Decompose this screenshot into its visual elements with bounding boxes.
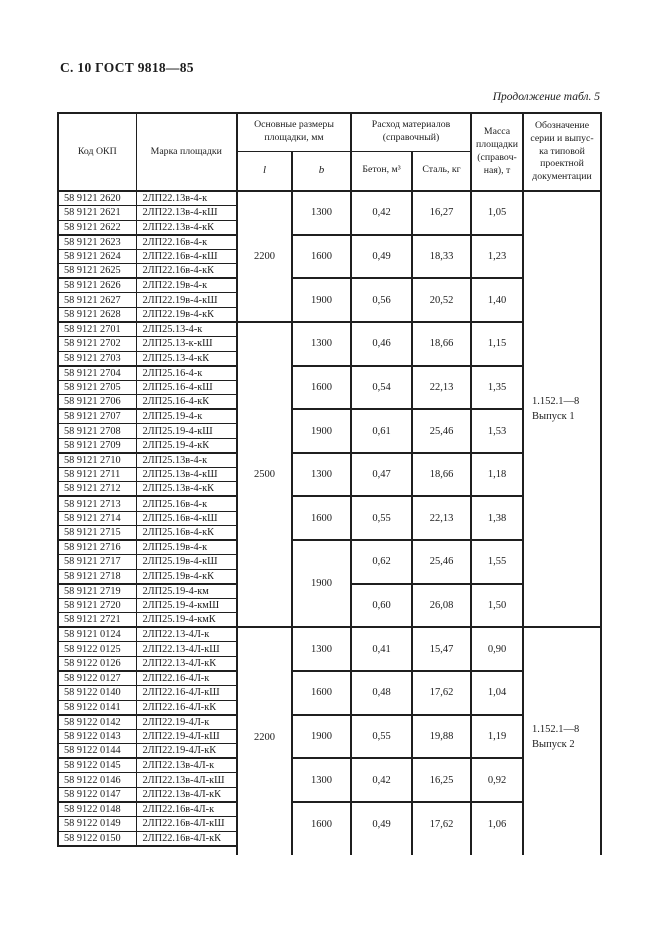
okp-code-cell: 58 9121 2715 [58,526,136,541]
marka-cell: 2ЛП25.13-4-к [136,322,237,337]
continuation-rule [412,846,471,855]
okp-code-cell: 58 9122 0141 [58,700,136,715]
marka-cell: 2ЛП25.16в-4-кШ [136,511,237,526]
marka-cell: 2ЛП22.19-4Л-к [136,715,237,730]
okp-code-cell: 58 9121 2621 [58,206,136,221]
okp-code-cell: 58 9121 2710 [58,453,136,468]
okp-code-cell: 58 9121 2709 [58,438,136,453]
header-series: Обозначение серии и выпус- ка типовой проектной документации [523,113,601,191]
width-cell: 1900 [292,715,351,759]
series-cell [523,627,601,845]
width-cell: 1600 [292,235,351,279]
table-row [58,627,601,642]
okp-code-cell: 58 9121 2708 [58,424,136,439]
okp-code-cell: 58 9121 2701 [58,322,136,337]
okp-code-cell: 58 9122 0146 [58,773,136,788]
series-number: 1.152.1—8 [532,395,580,407]
okp-code-cell: 58 9122 0125 [58,642,136,657]
okp-code-cell: 58 9122 0145 [58,758,136,773]
page-title: С. 10 ГОСТ 9818—85 [60,60,194,75]
okp-code-cell: 58 9122 0150 [58,831,136,846]
marka-cell: 2ЛП22.16в-4Л-кК [136,831,237,846]
mass-cell: 0,92 [471,758,523,802]
marka-cell: 2ЛП25.19в-4-кК [136,569,237,584]
series-issue: Выпуск 2 [532,739,575,750]
table-row [58,235,601,250]
okp-code-cell: 58 9122 0127 [58,671,136,686]
table-row [58,191,601,206]
marka-cell: 2ЛП25.13в-4-к [136,453,237,468]
mass-cell: 1,35 [471,366,523,410]
marka-cell: 2ЛП22.19в-4-кК [136,307,237,322]
width-cell: 1300 [292,322,351,366]
length-cell: 2200 [237,191,292,322]
marka-cell: 2ЛП22.13в-4-к [136,191,237,206]
marka-cell: 2ЛП22.16в-4-кШ [136,249,237,264]
length-cell: 2200 [237,627,292,845]
okp-code-cell: 58 9121 2628 [58,307,136,322]
mass-cell: 0,90 [471,627,523,671]
okp-code-cell: 58 9121 2718 [58,569,136,584]
okp-code-cell: 58 9121 2717 [58,555,136,570]
okp-code-cell: 58 9122 0140 [58,686,136,701]
width-cell: 1600 [292,671,351,715]
table-row [58,540,601,555]
okp-code-cell: 58 9122 0142 [58,715,136,730]
beton-cell: 0,62 [351,540,412,584]
width-cell: 1900 [292,540,351,627]
table-row [58,322,601,337]
marka-cell: 2ЛП25.19-4-кК [136,438,237,453]
beton-cell: 0,42 [351,191,412,235]
marka-cell: 2ЛП22.16в-4Л-кШ [136,817,237,832]
beton-cell: 0,60 [351,584,412,628]
marka-cell: 2ЛП22.13в-4Л-кШ [136,773,237,788]
continuation-rule [351,846,412,855]
okp-code-cell: 58 9121 2622 [58,220,136,235]
marka-cell: 2ЛП22.13-4Л-кК [136,657,237,672]
steel-cell: 18,33 [412,235,471,279]
width-cell: 1600 [292,366,351,410]
marka-cell: 2ЛП25.19в-4-к [136,540,237,555]
okp-code-cell: 58 9121 2705 [58,380,136,395]
table-row [58,409,601,424]
steel-cell: 18,66 [412,453,471,497]
beton-cell: 0,47 [351,453,412,497]
steel-cell: 25,46 [412,409,471,453]
steel-cell: 20,52 [412,278,471,322]
mass-cell: 1,15 [471,322,523,366]
width-cell: 1900 [292,278,351,322]
header-materials: Расход материалов (справочный) [351,113,471,151]
table-body [58,191,601,855]
beton-cell: 0,61 [351,409,412,453]
header-marka: Марка площадки [136,113,237,191]
okp-code-cell: 58 9121 2719 [58,584,136,599]
okp-code-cell: 58 9121 2714 [58,511,136,526]
marka-cell: 2ЛП25.16-4-к [136,366,237,381]
okp-code-cell: 58 9121 2623 [58,235,136,250]
series-issue: Выпуск 1 [532,411,575,423]
marka-cell: 2ЛП25.19-4-кмК [136,613,237,628]
marka-cell: 2ЛП25.13в-4-кШ [136,467,237,482]
marka-cell: 2ЛП22.13в-4Л-кК [136,787,237,802]
marka-cell: 2ЛП22.13в-4-кК [136,220,237,235]
series-cell [523,191,601,627]
beton-cell: 0,55 [351,496,412,540]
okp-code-cell: 58 9121 2720 [58,598,136,613]
width-cell: 1300 [292,191,351,235]
beton-cell: 0,49 [351,802,412,846]
table-row [58,758,601,773]
mass-cell: 1,40 [471,278,523,322]
marka-cell: 2ЛП25.13в-4-кК [136,482,237,497]
table-row [58,715,601,730]
marka-cell: 2ЛП22.13-4Л-к [136,627,237,642]
beton-cell: 0,48 [351,671,412,715]
okp-code-cell: 58 9121 2625 [58,264,136,279]
marka-cell: 2ЛП25.16-4-кК [136,395,237,410]
continuation-rule [292,846,351,855]
continuation-gap [58,846,237,855]
marka-cell: 2ЛП25.19-4-к [136,409,237,424]
mass-cell: 1,53 [471,409,523,453]
width-cell: 1600 [292,496,351,540]
marka-cell: 2ЛП22.16в-4-кК [136,264,237,279]
marka-cell: 2ЛП22.16-4Л-кШ [136,686,237,701]
marka-cell: 2ЛП22.13-4Л-кШ [136,642,237,657]
okp-code-cell: 58 9121 2620 [58,191,136,206]
okp-code-cell: 58 9121 2624 [58,249,136,264]
okp-code-cell: 58 9122 0147 [58,787,136,802]
okp-code-cell: 58 9121 2712 [58,482,136,497]
marka-cell: 2ЛП25.16в-4-кК [136,526,237,541]
marka-cell: 2ЛП22.19-4Л-кК [136,744,237,759]
mass-cell: 1,18 [471,453,523,497]
okp-code-cell: 58 9121 2706 [58,395,136,410]
series-number: 1.152.1—8 [532,723,580,735]
marka-cell: 2ЛП25.19-4-кШ [136,424,237,439]
okp-code-cell: 58 9121 2704 [58,366,136,381]
marka-cell: 2ЛП22.19в-4-к [136,278,237,293]
header-steel: Сталь, кг [412,151,471,191]
okp-code-cell: 58 9121 2627 [58,293,136,308]
mass-cell: 1,55 [471,540,523,584]
width-cell: 1300 [292,758,351,802]
okp-code-cell: 58 9122 0126 [58,657,136,672]
continuation-rule [471,846,523,855]
okp-code-cell: 58 9121 2713 [58,496,136,511]
width-cell: 1900 [292,409,351,453]
length-cell: 2500 [237,322,292,627]
beton-cell: 0,41 [351,627,412,671]
steel-cell: 17,62 [412,671,471,715]
marka-cell: 2ЛП25.16-4-кШ [136,380,237,395]
table-row [58,453,601,468]
mass-cell: 1,50 [471,584,523,628]
marka-cell: 2ЛП22.16в-4Л-к [136,802,237,817]
marka-cell: 2ЛП22.19в-4-кШ [136,293,237,308]
okp-code-cell: 58 9121 2716 [58,540,136,555]
table-row [58,278,601,293]
beton-cell: 0,54 [351,366,412,410]
steel-cell: 22,13 [412,496,471,540]
steel-cell: 16,27 [412,191,471,235]
okp-code-cell: 58 9121 0124 [58,627,136,642]
marka-cell: 2ЛП22.13в-4-кШ [136,206,237,221]
marka-cell: 2ЛП22.19-4Л-кШ [136,729,237,744]
steel-cell: 19,88 [412,715,471,759]
table-row [58,671,601,686]
header-okp-code: Код ОКП [58,113,136,191]
continuation-rule [523,846,601,855]
header-length: l [237,151,292,191]
mass-cell: 1,19 [471,715,523,759]
mass-cell: 1,23 [471,235,523,279]
steel-cell: 25,46 [412,540,471,584]
mass-cell: 1,04 [471,671,523,715]
marka-cell: 2ЛП22.16-4Л-кК [136,700,237,715]
marka-cell: 2ЛП25.16в-4-к [136,496,237,511]
beton-cell: 0,56 [351,278,412,322]
width-cell: 1300 [292,627,351,671]
marka-cell: 2ЛП22.16в-4-к [136,235,237,250]
table-caption: Продолжение табл. 5 [492,91,600,103]
marka-cell: 2ЛП22.16-4Л-к [136,671,237,686]
continuation-rule [237,846,292,855]
marka-cell: 2ЛП25.13-к-кШ [136,336,237,351]
mass-cell: 1,06 [471,802,523,846]
okp-code-cell: 58 9122 0144 [58,744,136,759]
okp-code-cell: 58 9121 2707 [58,409,136,424]
beton-cell: 0,55 [351,715,412,759]
steel-cell: 18,66 [412,322,471,366]
okp-code-cell: 58 9121 2711 [58,467,136,482]
marka-cell: 2ЛП22.13в-4Л-к [136,758,237,773]
steel-cell: 22,13 [412,366,471,410]
beton-cell: 0,46 [351,322,412,366]
gost-table [57,112,602,855]
width-cell: 1300 [292,453,351,497]
okp-code-cell: 58 9122 0143 [58,729,136,744]
steel-cell: 16,25 [412,758,471,802]
header-mass: Масса площадки (справоч- ная), т [471,113,523,191]
header-dimensions: Основные размеры площадки, мм [237,113,351,151]
table-header [58,113,601,191]
beton-cell: 0,42 [351,758,412,802]
beton-cell: 0,49 [351,235,412,279]
marka-cell: 2ЛП25.19-4-км [136,584,237,599]
width-cell: 1600 [292,802,351,846]
header-beton: Бетон, м³ [351,151,412,191]
marka-cell: 2ЛП25.19-4-кмШ [136,598,237,613]
table-row [58,496,601,511]
okp-code-cell: 58 9121 2626 [58,278,136,293]
steel-cell: 26,08 [412,584,471,628]
okp-code-cell: 58 9121 2721 [58,613,136,628]
okp-code-cell: 58 9121 2702 [58,336,136,351]
table-row [58,802,601,817]
marka-cell: 2ЛП25.13-4-кК [136,351,237,366]
steel-cell: 17,62 [412,802,471,846]
okp-code-cell: 58 9121 2703 [58,351,136,366]
steel-cell: 15,47 [412,627,471,671]
table-continuation-strip [58,846,601,855]
table-row [58,366,601,381]
mass-cell: 1,38 [471,496,523,540]
okp-code-cell: 58 9122 0148 [58,802,136,817]
marka-cell: 2ЛП25.19в-4-кШ [136,555,237,570]
mass-cell: 1,05 [471,191,523,235]
header-width: b [292,151,351,191]
okp-code-cell: 58 9122 0149 [58,817,136,832]
